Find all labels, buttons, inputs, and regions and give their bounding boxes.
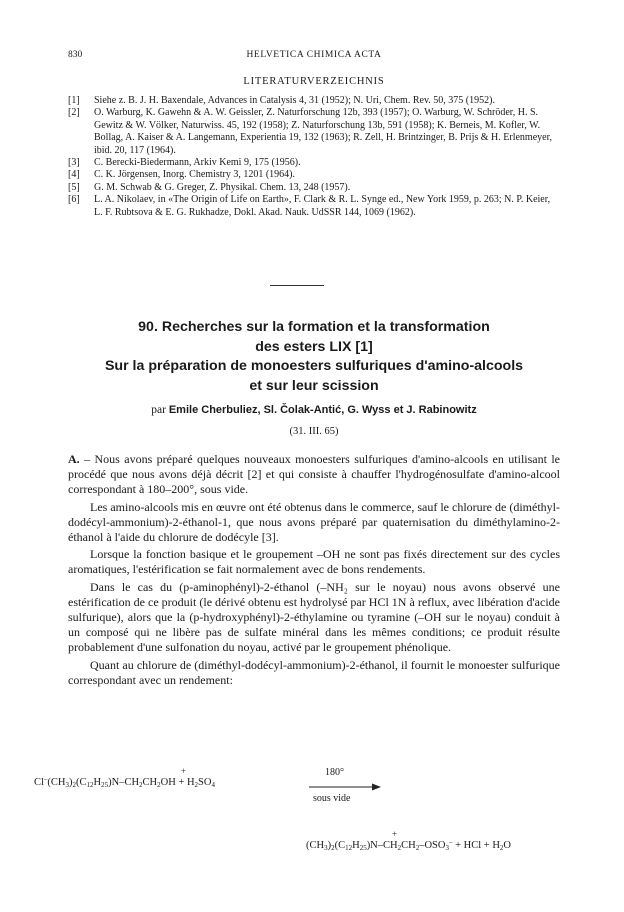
section-label: A. [68, 452, 80, 466]
reference-item: [2] O. Warburg, K. Gawehn & A. W. Geissler, Z. Naturforschung 12b, 393 (1957); O. Warburg, W. Schröder, H. S. Gewitz & W. Völker, Naturwiss. 45, 192 (1958); Z. Naturforschung 13b, 591 (1958); K. Berneis, M. Kofler, W. Bollag, A. Kaiser & A. Langemann, Experientia 19, 132 (1963); R. Zell, H. Brintzinger, B. Prijs & H. Erlenmeyer, ibid. 20, 117 (1964). [68, 107, 552, 156]
body-paragraph: Dans le cas du (p-aminophényl)-2-éthanol (–NH₂ sur le noyau) nous avons observé une estérification de ce produit (le dérivé obtenu est hydrolysé par HCl 1N à reflux, avec libération d'acide sulfurique), alors que la (p-hydroxyphényl)-2-éthylamine ou tyramine (–OH sur le noyau) conduit à un composé qui ne libère pas de sulfate minéral dans les mêmes conditions; ce produit résulte probablement d'une sulfonation du noyau, activé par le groupement phénolique. [68, 579, 560, 655]
title-line: Sur la préparation de monoesters sulfuriques d'amino-alcools [104, 358, 524, 374]
article-title [68, 318, 560, 396]
section-divider [270, 285, 324, 286]
article-body [68, 452, 560, 690]
author-names: Emile Cherbuliez, Sl. Čolak-Antić, G. Wyss et J. Rabinowitz [168, 404, 477, 416]
body-paragraph: Les amino-alcools mis en œuvre ont été obtenus dans le commerce, sauf le chlorure de (diméthyl-dodécyl-ammonium)-2-éthanol-1, que nous avons préparé par quaternisation du diméthylamino-2-éthanol à l'aide du chlorure de dodécyle [3]. [68, 499, 560, 545]
reference-item: [6] L. A. Nikolaev, in «The Origin of Life on Earth», F. Clark & R. L. Synge ed., New York 1959, p. 263; N. P. Keier, L. F. Rubtsova & E. G. Rukhadze, Dokl. Akad. Nauk. UdSSR 144, 1069 (1962). [68, 194, 551, 218]
reference-item: [5] G. M. Schwab & G. Greger, Z. Physikal. Chem. 13, 248 (1957). [68, 181, 351, 193]
reaction-condition: sous vide [313, 793, 351, 804]
reference-item: [3] C. Berecki-Biedermann, Arkiv Kemi 9, 175 (1956). [68, 157, 301, 169]
charge-sign: + [181, 766, 187, 776]
title-line: 90. Recherches sur la formation et la transformation [138, 319, 490, 335]
title-line: et sur leur scission [249, 377, 379, 394]
title-line: des esters LIX [1] [255, 338, 373, 355]
reference-item: [1] Siehe z. B. J. H. Baxendale, Advances in Catalysis 4, 31 (1952); N. Uri, Chem. Rev. 50, 375 (1952). [68, 95, 495, 106]
body-paragraph: Lorsque la fonction basique et le groupement –OH ne sont pas fixés directement sur des cycles aromatiques, l'estérification se fait normalement avec de bons rendements. [68, 547, 560, 577]
reactants: $Cl^-(CH_3)_2(C_{12}H_{25})N-CH_2CH_2OH + H_2SO_4$ [34, 775, 215, 789]
reaction-temperature: 180° [325, 767, 344, 778]
reference-item: [4] C. K. Jörgensen, Inorg. Chemistry 3, 1201 (1964). [68, 169, 296, 181]
running-head [68, 50, 560, 64]
charge-sign: + [392, 829, 398, 839]
reaction-arrow [309, 782, 381, 792]
page-number: 830 [68, 50, 83, 60]
products: $(CH_3)_2(C_{12}H_{25})N-CH_2CH_2-OSO_3^-$ + HCl + $H_2O$ [306, 838, 511, 852]
reference-list [68, 95, 560, 219]
body-paragraph: A. – Nous avons préparé quelques nouveaux monoesters sulfuriques d'amino-alcools en utilisant le procédé que nous avons déjà décrit [2] et qui consiste à chauffer l'hydrogénosulfate d'amino-alcool correspondant à 180–200°, sous vide. [68, 452, 561, 497]
authors-prefix: par [151, 404, 166, 416]
journal-name: HELVETICA CHIMICA ACTA [246, 50, 382, 60]
body-paragraph: Quant au chlorure de (diméthyl-dodécyl-ammonium)-2-éthanol, il fournit le monoester sulfurique correspondant avec un rendement: [68, 657, 560, 687]
author-line [68, 404, 560, 416]
references-heading: LITERATURVERZEICHNIS [243, 76, 385, 87]
received-date: (31. III. 65) [289, 426, 339, 437]
